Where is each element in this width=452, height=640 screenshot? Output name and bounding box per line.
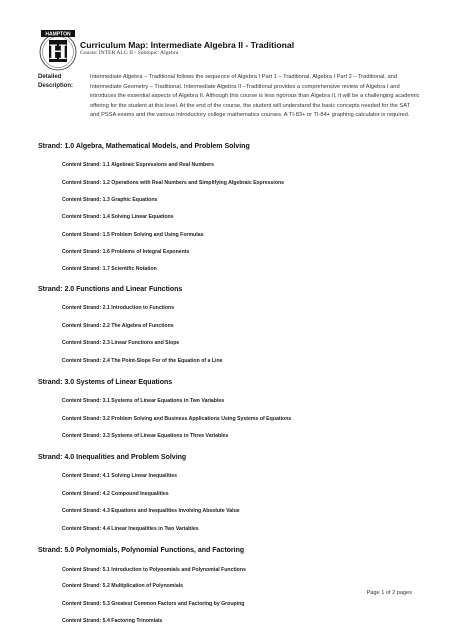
content-strand-item: Content Strand: 2.3 Linear Functions and Slope [62, 340, 180, 346]
content-strand-item: Content Strand: 5.3 Greatest Common Factors and Factoring by Grouping [62, 601, 245, 607]
content-strand-item: Content Strand: 3.1 Systems of Linear Equations in Two Variables [62, 398, 225, 404]
content-strand-item: Content Strand: 1.6 Problems of Integral Exponents [62, 249, 190, 255]
content-strand-item: Content Strand: 1.5 Problem Solving and Using Formulas [62, 232, 204, 238]
strand-title: Strand: 2.0 Functions and Linear Functions [38, 286, 183, 293]
content-strand-item: Content Strand: 1.2 Operations with Real Numbers and Simplifying Algebraic Expressions [62, 180, 285, 186]
content-strand-item: Content Strand: 1.4 Solving Linear Equations [62, 214, 174, 220]
content-strand-item: Content Strand: 5.4 Factoring Trinomials [62, 618, 163, 624]
content-strand-item: Content Strand: 5.1 Introduction to Polynomials and Polynomial Functions [62, 567, 246, 573]
page-number: Page 1 of 2 pages [366, 590, 412, 596]
content-strand-item: Content Strand: 4.2 Compound Inequalities [62, 491, 169, 497]
description-label [38, 73, 88, 91]
content-strand-item: Content Strand: 2.2 The Algebra of Functions [62, 323, 174, 329]
strand-title: Strand: 1.0 Algebra, Mathematical Models, and Problem Solving [38, 143, 250, 150]
school-logo [36, 28, 80, 72]
description-text: Intermediate Algebra – Traditional follows the sequence of Algebra I Part 1 – Traditional, Algebra I Part 2 – Traditional, and Intermediate Geometry – Traditional. Intermediate Algebra II –Traditional provides a comprehensive review of Algebra I and introduces the essential aspects of Algebra II. Although this course is less rigorous than Algebra II, it will be a challenging academic offering for the student at this level. At the end of the course, the student will understand the basic concepts needed for the SAT and PSSA exams and the various introductory college mathematics courses. A TI-83+ or TI-84+ graphing calculator is required. [90, 74, 420, 118]
content-strand-item: Content Strand: 4.4 Linear Inequalities in Two Variables [62, 526, 199, 532]
content-strand-item: Content Strand: 1.3 Graphic Equations [62, 197, 158, 203]
content-strand-item: Content Strand: 2.4 The Point-Slope For of the Equation of a Line [62, 358, 223, 364]
content-strand-item: Content Strand: 2.1 Introduction to Functions [62, 305, 175, 311]
course-subtitle: Course: INTER ALG II - Subtopic: Algebra [80, 50, 179, 56]
content-strand-item: Content Strand: 1.1 Algebraic Expressions and Real Numbers [62, 162, 215, 168]
logo-banner-text: HAMPTON [45, 31, 71, 38]
strand-title: Strand: 3.0 Systems of Linear Equations [38, 379, 173, 386]
strand-title: Strand: 4.0 Inequalities and Problem Solving [38, 454, 187, 461]
content-strand-item: Content Strand: 3.2 Problem Solving and Business Applications Using Systems of Equations [62, 416, 292, 422]
content-strand-item: Content Strand: 4.1 Solving Linear Inequalities [62, 473, 178, 479]
description-label-line2: Description: [38, 83, 74, 89]
content-strand-item: Content Strand: 5.2 Multiplication of Polynomials [62, 583, 184, 589]
content-strand-item: Content Strand: 4.3 Equations and Inequalities Involving Absolute Value [62, 508, 240, 514]
description-label-line1: Detailed [38, 74, 62, 80]
shield-icon [36, 28, 80, 72]
strand-title: Strand: 5.0 Polynomials, Polynomial Functions, and Factoring [38, 547, 245, 554]
content-strand-item: Content Strand: 1.7 Scientific Notation [62, 266, 157, 272]
logo-letter: H [48, 40, 68, 64]
content-strand-item: Content Strand: 3.3 Systems of Linear Equations in Three Variables [62, 433, 229, 439]
page-title: Curriculum Map: Intermediate Algebra II - Traditional [80, 40, 295, 50]
